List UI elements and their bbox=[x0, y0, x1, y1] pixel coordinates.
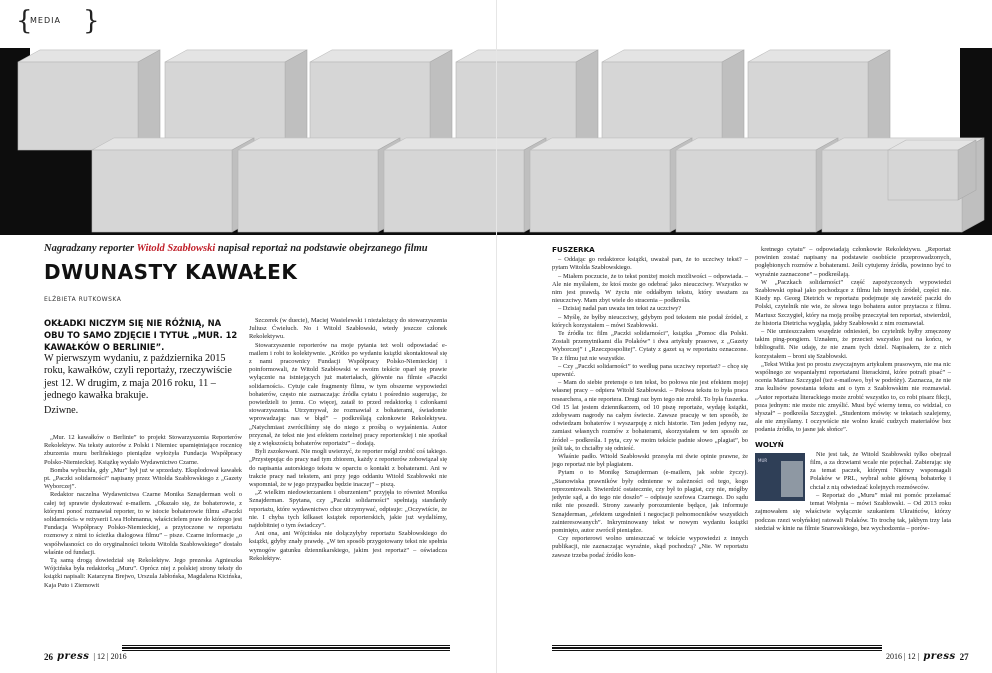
page-gutter bbox=[496, 0, 497, 673]
wall-brick bbox=[238, 138, 400, 232]
section-brace-open: { bbox=[16, 6, 33, 36]
paragraph: kretnego cytatu” – odpowiadają członkowie Rekolektywu. „Reportaż powinien zostać napisany na podstawie osobiście przeprowadzonych, pogłębionych rozmów z bohaterami. Jeśli cytujemy źródła, powinno być to wyraźnie zaznaczone” – podkreślają. bbox=[755, 246, 951, 278]
paragraph: Pytam o to Monikę Sznajderman (e-mailem, jak sobie życzy). „Stanowiska prawników były odmienne w zależności od tego, kogo reprezentowali. Stwierdzić ostatecznie, czy był to plagiat, czy nie, mógłby jedynie sąd, a do tego nie doszło” – odpisuje szefowa Czarnego. Do sądu nikt nie poszedł. Strony zawarły porozumienie będące, jak informuje Sznajderman, „efektem uzgodnień i negocjacji pełnomocników wszystkich zainteresowanych”. Inkryminowany tekst w nowym wydaniu książki pominięto, autor zwrócił pieniądze. bbox=[552, 469, 748, 534]
brand-logo-right: press bbox=[923, 651, 956, 662]
section-brace-close: } bbox=[83, 6, 100, 36]
wall-brick bbox=[676, 138, 838, 232]
paragraph: Redaktor naczelna Wydawnictwa Czarne Monika Sznajderman woli o całej tej sprawie dyskutować e-mailem. „Okazało się, że bohaterowie, z którymi ponoć rozmawiał reporter, to w istocie bohaterowie filmu «Paczki solidarności» w reżyserii Lwa Hohmanna, właścicielem praw do którego jest Fundacja Współpracy Polsko-Niemieckiej, a przytoczone w reportażu rozmowy z nimi to ścieżka dialogowa filmu” – pisze. Czarne informacje „o współwłasności co do oryginalności tekstu Witolda Szabłowskiego” dostało właśnie od fundacji. bbox=[44, 491, 242, 556]
brand-logo-left: press bbox=[57, 651, 90, 662]
footer-rule-left bbox=[122, 645, 450, 653]
paragraph: „Z wielkim niedowierzaniem i oburzeniem” przyjęła to również Monika Sznajderman. Spytana, czy „Paczki solidarności” spełniają standardy reportażu, które wydawnictwo chce utrzymywać, odpisuje: „Oczywiście, że nie. I chyba tych kilkaset książek reporterskich, jakie już wydaliśmy, najdobitniej o tym świadczy”. bbox=[249, 489, 447, 530]
wall-brick bbox=[310, 50, 452, 150]
paragraph: Byli zszokowani. Nie mogli uwierzyć, że reporter mógł zrobić coś takiego. „Przystępując do pracy nad tym zbiorem, każdy z reporterów zobowiązał się do napisania autorskiego tekstu w oparciu o kontakt z bohaterami. Ani w trakcie pracy nad tekstem, ani przy jego oddaniu Witold Szabłowski nie wspomniał, że w jego przypadku będzie inaczej” – piszą. bbox=[249, 448, 447, 489]
lead-body: W pierwszym wydaniu, z października 2015 roku, kawałków, czyli reportaży, rzeczywiście jest 12. W drugim, z maja 2016 roku, 11 – jednego kawałka brakuje. bbox=[44, 353, 232, 402]
paragraph: – Oddając go redaktorce książki, uważał pan, że to uczciwy tekst? – pytam Witolda Szabłowskiego. bbox=[552, 256, 748, 272]
subheading-fuszerka: FUSZERKA bbox=[552, 245, 595, 254]
article-deck bbox=[44, 243, 484, 254]
page-number-left: 26 bbox=[44, 651, 53, 662]
footer-rule-right bbox=[552, 645, 882, 653]
paragraph: Te źródła to: film „Paczki solidarności”, książka „Pomoc dla Polski. Zostali przemytnikami dla Polaków” i dwa artykuły prasowe, z „Gazety Wyborczej” i „Rzeczpospolitej”. Cytaty z gazet są w reportażu oznaczone. Te z filmu już nie wszystkie. bbox=[552, 330, 748, 362]
paragraph: Bomba wybuchła, gdy „Mur” był już w sprzedaży. Eksplodował kawałek pt. „Paczki solidarności” napisany przez Witolda Szabłowskiego z „Gazety Wyborczej”. bbox=[44, 466, 242, 491]
wall-brick bbox=[18, 50, 160, 150]
wall-brick bbox=[165, 50, 307, 150]
paragraph: – Miałem poczucie, że to tekst poniżej moich możliwości – odpowiada. – Ale nie myślałem, że ktoś może go odebrać jako nieuczciwy. Wszystko w nim jest prawdą. W życiu nie oddałbym tekstu, który uważam za nieuczciwy. Mam zbyt wiele do stracenia – podkreśla. bbox=[552, 272, 748, 305]
footer-right bbox=[886, 651, 969, 662]
paragraph: – Mam do siebie pretensje o ten tekst, bo połowa nie jest efektem mojej własnej pracy – odpiera Witold Szabłowski. – Połowa tekstu to była praca researchera, a nie reportera. Drugi raz bym tego nie zrobił. To była fuszerka. Od 15 lat jestem dziennikarzem, od 10 piszę reportaże, wydaję książki, zdobywam nagrody na całym świecie. Zawsze pracuję w ten sposób, że odwiedzam bohaterów i wyszarpuję z nich historie. Ten jeden jedyny raz, zamiast własnych rozmów z bohaterami, skorzystałem w ten sposób ze źródeł – podkreśla. I pyta, czy w moim tekście padnie słowo „plagiat”, bo jeśli tak, to chciałby się odnieść. bbox=[552, 379, 748, 452]
book-cover-wall-image bbox=[781, 461, 803, 497]
issue-left: | 12 | 2016 bbox=[93, 652, 127, 661]
paragraph: – Dzisiaj nadal pan uważa ten tekst za uczciwy? bbox=[558, 305, 682, 313]
paragraph: Tą samą drogą dowiedział się Rekolektyw. Jego prezeska Agnieszka Wójcińska była redaktorką „Muru”. Oprócz niej z polskiej strony teksty do książki napisali: Katarzyna Brejwo, Urszula Jabłońska, Magdalena Kicińska, Kaja Puto i Ziemowit bbox=[44, 557, 242, 589]
section-label: MEDIA bbox=[30, 16, 61, 25]
column-left-1 bbox=[44, 434, 242, 590]
paragraph: – Reportaż do „Muru” miał mi pomóc przełamać temat Wołynia – mówi Szabłowski. – Od 2013 roku zajmowałem się właściwie wyłącznie szukaniem Ukraińców, którzy podczas rzezi wołyńskiej ratowali Polaków. To trochę tak, jakbym trzy lata siedział w kinie na filmie Snarowskiego, bez wychodzenia – porów- bbox=[755, 491, 951, 532]
paragraph: Czy reporterowi wolno umieszczać w tekście wypowiedzi z innych publikacji, nie zaznaczając wyraźnie, skąd pochodzą? „Nie. W reportażu zawsze trzeba podać źródło kon- bbox=[552, 535, 748, 559]
paragraph: – Czy „Paczki solidarności” to według pana uczciwy reportaż? – chcę się upewnić. bbox=[552, 362, 748, 379]
column-left-2 bbox=[249, 317, 447, 563]
paragraph: Ani ona, ani Wójcińska nie dołączyłyby reportażu Szabłowskiego do książki, gdyby znały prawdę. „W ten sposób przygotowany tekst nie spełnia wymogów gatunku dziennikarskiego, jakim jest reportaż” – oświadcza Rekolektyw. bbox=[249, 530, 447, 562]
article-lead bbox=[44, 317, 242, 417]
wall-brick bbox=[456, 50, 598, 150]
paragraph: Szczerek (w duecie), Maciej Wasielewski i nieżależący do stowarzyszenia Juliusz Ćwieluch. No i Witold Szabłowski, wtedy jeszcze członek Rekolektywu. bbox=[249, 317, 447, 341]
article-byline: ELŻBIETA RUTKOWSKA bbox=[44, 296, 122, 303]
paragraph: Stowarzyszenie reporterów na moje pytania też woli odpowiadać e-mailem i robi to kolektywnie. „Krótko po wydaniu książki skontaktował się z nami pracownicy Fundacji Współpracy Polsko-Niemieckiej i poinformowali, że Witold Szabłowski w swoim tekście oparł się prawie wyłącznie na istniejących już materiałach, głównie na filmie «Paczki solidarności». Cytuje całe fragmenty filmu, w tym obszerne wypowiedzi bohaterów, często nie zaznaczając źródła cytatu i pośrednio sugerując, że powiedzieli to jemu. Co więcej, zataił to przed redaktorką i członkami stowarzyszenia. Utrzymywał, że rozmawiał z bohaterami, świadomie wprowadzając nas w błąd” – podkreślają członkowie Rekolektywu. „Natychmiast zwróciliśmy się do niego z prośbą o wyjaśnienia. Autor przyznał, że tekst nie jest efektem rzetelnej pracy reporterskiej i nie spotkał się z większością bohaterów reportażu” – dodają. bbox=[249, 341, 447, 448]
article-title: DWUNASTY KAWAŁEK bbox=[44, 260, 298, 284]
paragraph: Nie jest tak, że Witold Szabłowski tylko obejrzał film, a za drzwiami wcale nie pojechał. Zabierając się za temat paczek, którymi Niemcy wspomagali Polaków w PRL, wybrał sobie główną bohaterkę i chciał z nią odwiedzać kolejnych rozmówców. bbox=[810, 450, 951, 491]
footer-left bbox=[44, 651, 127, 662]
paragraph: Właśnie padło. Witold Szabłowski przesyła mi dwie opinie prawne, że jego reportaż nie był plagiatem. bbox=[552, 453, 748, 469]
wall-brick bbox=[888, 140, 976, 200]
lead-end: Dziwne. bbox=[44, 404, 79, 416]
wall-brick bbox=[748, 50, 890, 150]
book-cover-title: MUR bbox=[758, 457, 768, 463]
page-number-right: 27 bbox=[959, 651, 969, 662]
paragraph: – Nie umieszczałem wszędzie odniesień, bo czytelnik byłby zmęczony takim ping-pongiem. Uznałem, że przecież wszystko jest na końcu, w bibliografii. Nie udaję, że nie znam tych dziel. Napisałem, że z nich korzystałem – broni się Szabłowski. bbox=[755, 328, 951, 360]
deck-author-name: Witold Szabłowski bbox=[136, 243, 216, 254]
book-cover-thumbnail bbox=[755, 453, 805, 501]
wall-brick bbox=[384, 138, 546, 232]
paragraph: W „Paczkach solidarności” część zapożyczonych wypowiedzi Szabłowski opisał jako pochodzące z filmu lub innych źródeł, części nie. Kiedy np. Georg Dietrich w reportażu podejmuje się zawieźć paczki do Polski, czytelnik nie wie, że słowa tego bohatera autor przytacza z filmu. Mariusz Szczygieł, który na moją prośbę przeczytał ten reportaż, stwierdził, że historia Dietricha wygląda, jakby Szabłowski z nim rozmawiał. bbox=[755, 278, 951, 327]
subheading-wolyn: WOLYŃ bbox=[755, 439, 784, 449]
issue-right: 2016 | 12 | bbox=[886, 652, 920, 661]
wall-brick bbox=[602, 50, 744, 150]
column-right-1 bbox=[552, 246, 748, 560]
deck-text-end: napisał reportaż na podstawie obejrzanego filmu bbox=[215, 243, 428, 254]
wall-brick bbox=[530, 138, 692, 232]
paragraph: „Mur. 12 kawałków o Berlinie” to projekt Stowarzyszenia Reporterów Rekolektyw. Na teksty autorów z Polski i Niemiec upamiętniające rocznicę zburzenia muru berlińskiego pieniądze wyłożyła Fundacja Współpracy Polsko-Niemieckiej. Książkę wydało Wydawnictwo Czarne. bbox=[44, 434, 242, 466]
deck-text: Nagradzany reporter bbox=[44, 243, 137, 254]
column-right-2 bbox=[755, 246, 951, 533]
paragraph: – Myślę, że byłby nieuczciwy, gdybym pod tekstem nie podał źródeł, z których korzystałem – mówi Szabłowski. bbox=[552, 313, 748, 329]
paragraph: „Tekst Witka jest po prostu zwyczajnym artykułem prasowym, nie ma nic wspólnego ze wspaniałymi reportażami literackimi, które potrafi pisać” – ocenia Mariusz Szczygieł (też e-mailowo, był w podróży). Zaznacza, że nie zna kulisów powstania tekstu ani o tym z Szabłowskim nie rozmawiał. „Autor reportażu literackiego może zrobić wszystko to, co robi pisarz fikcji, poza jednym: nie może nic zmyślić. Musi być wierny temu, co widział, co słyszał” – podkreśla Szczygieł. „Studentom mówię: w tekstach szalejemy, ale nie zmyślamy. I oczywiście nie wolno kraść cudzych materiałów bez podania źródła, to jasne jak słońce”. bbox=[755, 360, 951, 434]
lead-caps: OKŁADKI NICZYM SIĘ NIE RÓŻNIĄ, NA OBU TO SAMO ZDJĘCIE I TYTUŁ „MUR. 12 KAWAŁKÓW O BERLINIE”. bbox=[44, 318, 238, 352]
wall-brick bbox=[92, 138, 254, 232]
